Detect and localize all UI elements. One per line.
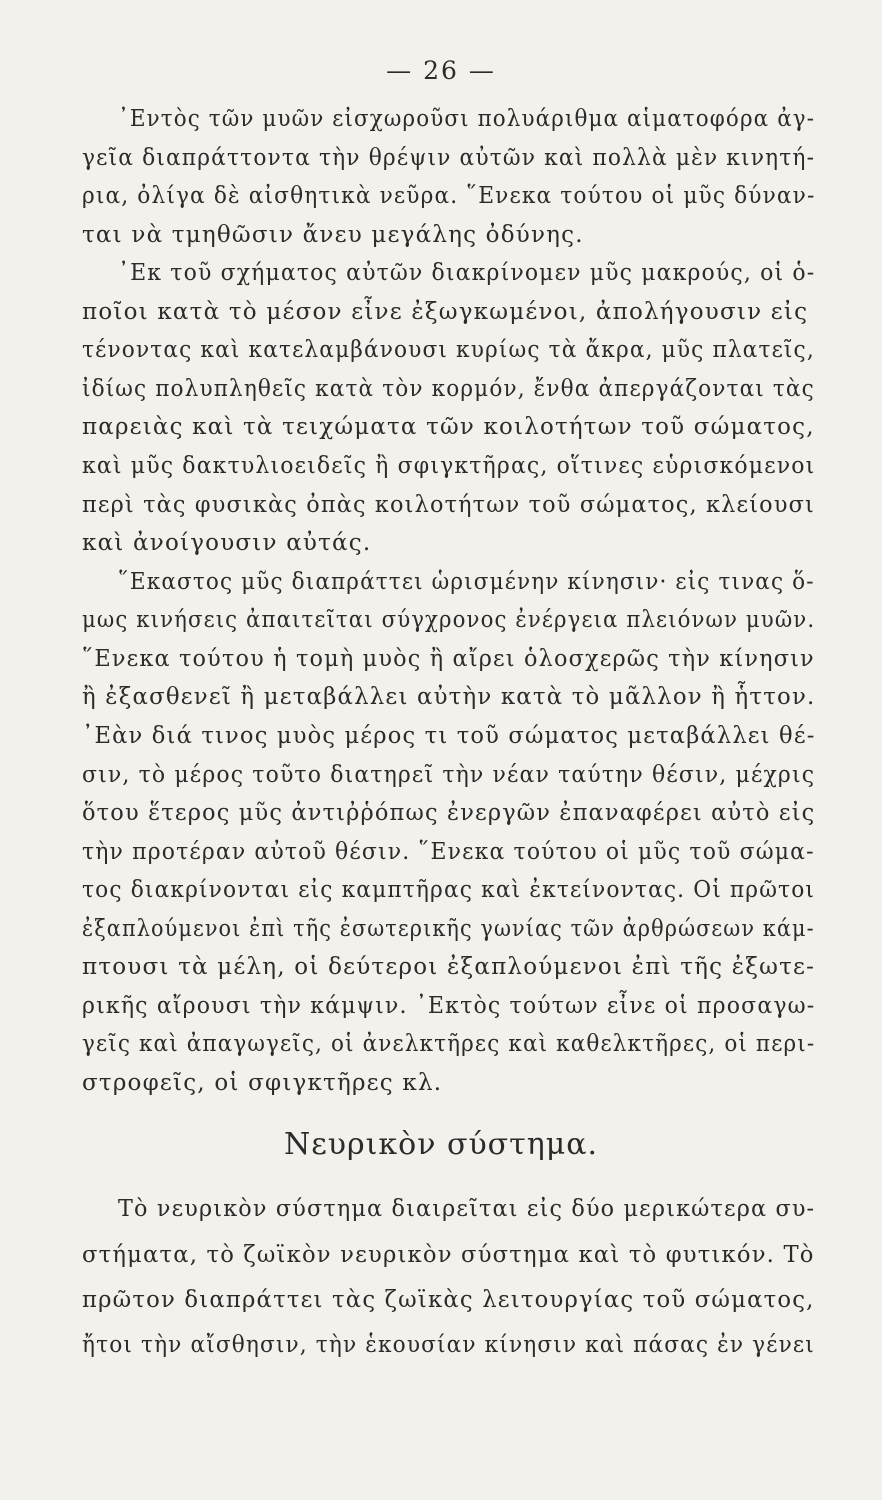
book-page: — 26 — ᾿Εντὸς τῶν μυῶν εἰσχωροῦσι πολυάριθμα αἱματοφόρα ἀγ- γεῖα διαπράττοντα τὴν θρέψιν αὐτῶν καὶ πολλὰ μὲν κινητή- ρια, ὀλίγα δὲ αἰσθητικὰ νεῦρα. ῞Ενεκα τούτου οἱ μῦς δύναν- ται νὰ τμηθῶσιν ἄνευ μεγάλης ὀδύνης. ᾿Εκ τοῦ σχήματος αὐτῶν διακρίνομεν μῦς μακρούς, οἱ ὁ- ποῖοι κατὰ τὸ μέσον εἶνε ἐξωγκωμένοι, ἀπολήγουσιν εἰς τένοντας καὶ κατελαμβάνουσι κυρίως τὰ ἄκρα, μῦς πλατεῖς, ἰδίως πολυπληθεῖς κατὰ τὸν κορμόν, ἔνθα ἀπεργάζονται τὰς παρειὰς καὶ τὰ τειχώματα τῶν κοιλοτήτων τοῦ σώματος, καὶ μῦς δακτυλιοειδεῖς ἢ σφιγκτῆρας, οἵτινες εὑρισκόμενοι περὶ τὰς φυσικὰς ὀπὰς κοιλοτήτων τοῦ σώματος, κλείουσι καὶ ἀνοίγουσιν αὐτάς. ῞Εκαστος μῦς διαπράττει ὡρισμένην κίνησιν· εἰς τινας ὅ- μως κινήσεις ἀπαιτεῖται σύγχρονος ἐνέργεια πλειόνων μυῶν. ῞Ενεκα τούτου ἡ τομὴ μυὸς ἢ αἴρει ὁλοσχερῶς τὴν κίνησιν ἢ ἐξασθενεῖ ἢ μεταβάλλει αὐτὴν κατὰ τὸ μᾶλλον ἢ ἧττον. ᾿Εὰν διά τινος μυὸς μέρος τι τοῦ σώματος μεταβάλλει θέ- σιν, τὸ μέρος τοῦτο διατηρεῖ τὴν νέαν ταύτην θέσιν, μέχρις ὅτου ἕτερος μῦς ἀντιῤῥόπως ἐνεργῶν ἐπαναφέρει αὐτὸ εἰς τὴν προτέραν αὐτοῦ θέσιν. ῞Ενεκα τούτου οἱ μῦς τοῦ σώμα- τος διακρίνονται εἰς καμπτῆρας καὶ ἐκτείνοντας. Οἱ πρῶτοι ἐξαπλούμενοι ἐπὶ τῆς ἐσωτερικῆς γωνίας τῶν ἀρθρώσεων κάμ- πτουσι τὰ μέλη, οἱ δεύτεροι ἐξαπλούμενοι ἐπὶ τῆς ἐξωτε- ρικῆς αἴρουσι τὴν κάμψιν. ᾿Εκτὸς τούτων εἶνε οἱ προσαγω- γεῖς καὶ ἀπαγωγεῖς, οἱ ἀνελκτῆρες καὶ καθελκτῆρες, οἱ περι- στροφεῖς, οἱ σφιγκτῆρες κλ. [0,0,882,1500]
section-title: Νευρικὸν σύστημα. [283,1127,599,1162]
page-number: — 26 — [386,56,496,85]
